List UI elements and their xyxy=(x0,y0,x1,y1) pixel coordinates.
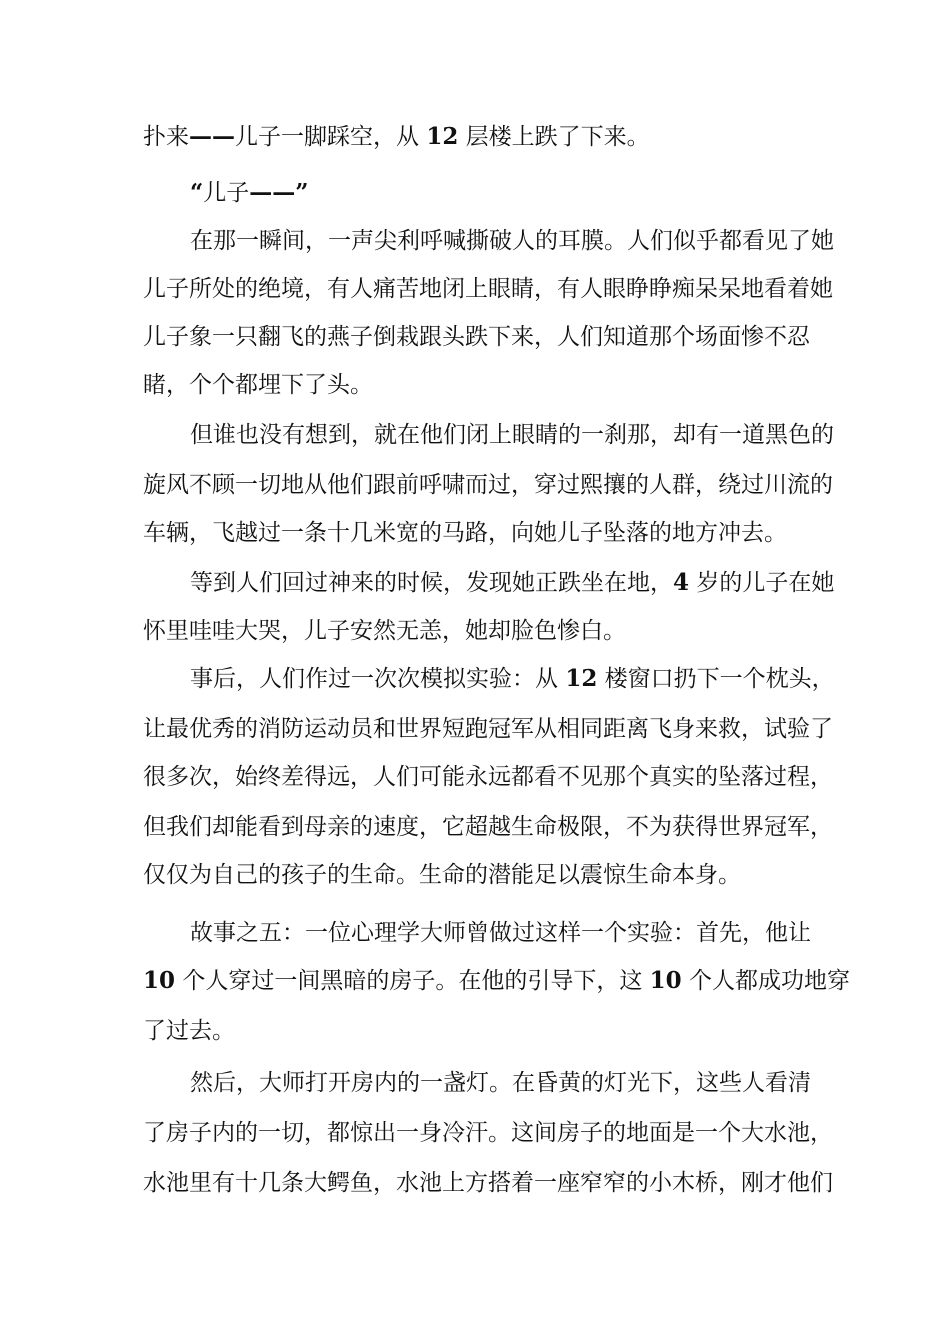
paragraph-6-line-2: 让最优秀的消防运动员和世界短跑冠军从相同距离飞身来救，试验了 xyxy=(143,716,833,742)
paragraph-4-line-2: 旋风不顾一切地从他们跟前呼啸而过，穿过熙攘的人群，绕过川流的 xyxy=(143,472,833,498)
paragraph-7-line-2: 10 个人穿过一间黑暗的房子。在他的引导下，这 10 个人都成功地穿 xyxy=(143,967,850,994)
paragraph-6-line-4: 但我们却能看到母亲的速度，它超越生命极限，不为获得世界冠军， xyxy=(143,814,833,840)
paragraph-3-line-3: 儿子象一只翻飞的燕子倒栽跟头跌下来，人们知道那个场面惨不忍 xyxy=(143,324,810,350)
paragraph-1-line-1: 扑来——儿子一脚踩空，从 12 层楼上跌了下来。 xyxy=(143,123,650,150)
paragraph-7-line-1: 故事之五：一位心理学大师曾做过这样一个实验：首先，他让 xyxy=(190,920,811,946)
paragraph-6-line-1: 事后，人们作过一次次模拟实验：从 12 楼窗口扔下一个枕头， xyxy=(190,665,835,692)
paragraph-2-line-1: “儿子——” xyxy=(190,179,309,206)
paragraph-7-line-3: 了过去。 xyxy=(143,1018,235,1044)
paragraph-4-line-1: 但谁也没有想到，就在他们闭上眼睛的一刹那，却有一道黑色的 xyxy=(190,422,834,448)
paragraph-8-line-2: 了房子内的一切，都惊出一身冷汗。这间房子的地面是一个大水池， xyxy=(143,1120,833,1146)
paragraph-8-line-1: 然后，大师打开房内的一盏灯。在昏黄的灯光下，这些人看清 xyxy=(190,1070,811,1096)
paragraph-6-line-5: 仅仅为自己的孩子的生命。生命的潜能足以震惊生命本身。 xyxy=(143,862,741,888)
paragraph-6-line-3: 很多次，始终差得远，人们可能永远都看不见那个真实的坠落过程， xyxy=(143,764,833,790)
paragraph-3-line-2: 儿子所处的绝境，有人痛苦地闭上眼睛，有人眼睁睁痴呆呆地看着她 xyxy=(143,276,833,302)
paragraph-3-line-4: 睹，个个都埋下了头。 xyxy=(143,372,373,398)
paragraph-4-line-3: 车辆，飞越过一条十几米宽的马路，向她儿子坠落的地方冲去。 xyxy=(143,520,787,546)
paragraph-5-line-1: 等到人们回过神来的时候，发现她正跌坐在地，4 岁的儿子在她 xyxy=(190,569,835,596)
paragraph-3-line-1: 在那一瞬间，一声尖利呼喊撕破人的耳膜。人们似乎都看见了她 xyxy=(190,228,834,254)
paragraph-8-line-3: 水池里有十几条大鳄鱼，水池上方搭着一座窄窄的小木桥，刚才他们 xyxy=(143,1170,833,1196)
paragraph-5-line-2: 怀里哇哇大哭，儿子安然无恙，她却脸色惨白。 xyxy=(143,618,626,644)
